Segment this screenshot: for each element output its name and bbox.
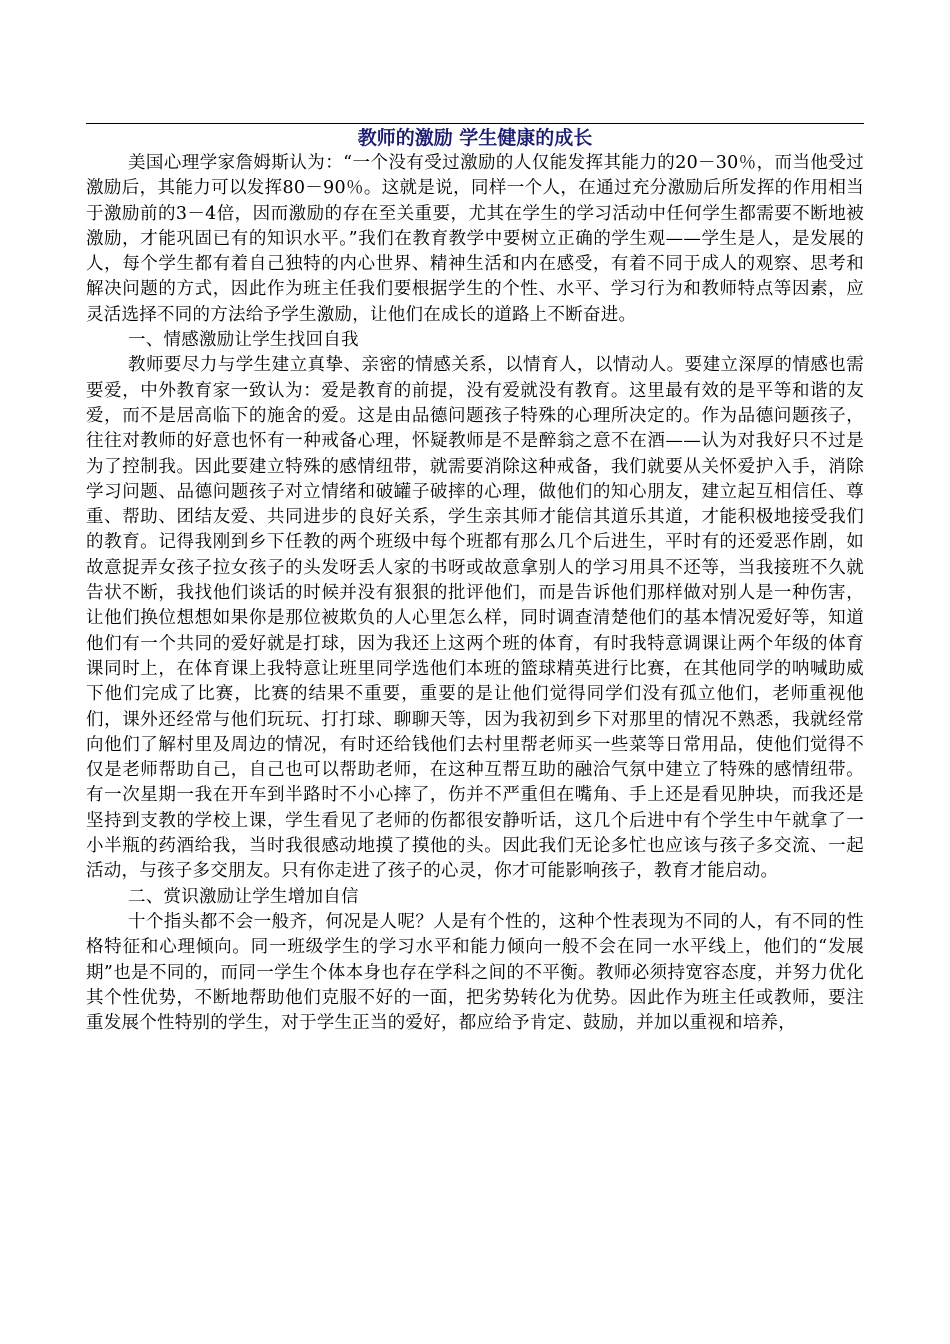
paragraph-emotional-motivation: 教师要尽力与学生建立真挚、亲密的情感关系，以情育人，以情动人。要建立深厚的情感也需要爱，中外教育家一致认为：爱是教育的前提，没有爱就没有教育。这里最有效的是平等和谐的友爱，而不是居高临下的施舍的爱。这是由品德问题孩子特殊的心理所决定的。作为品德问题孩子，往往对教师的好意也怀有一种戒备心理，怀疑教师是不是醉翁之意不在酒——认为对我好只不过是为了控制我。因此要建立特殊的感情纽带，就需要消除这种戒备，我们就要从关怀爱护入手，消除学习问题、品德问题孩子对立情绪和破罐子破摔的心理，做他们的知心朋友，建立起互相信任、尊重、帮助、团结友爱、共同进步的良好关系，学生亲其师才能信其道乐其道，才能积极地接受我们的教育。记得我刚到乡下任教的两个班级中每个班都有那么几个后进生，平时有的还爱恶作剧，如故意捉弄女孩子拉女孩子的头发呀丢人家的书呀或故意拿别人的学习用具不还等，当我接班不久就告状不断，我找他们谈话的时候并没有狠狠的批评他们，而是告诉他们那样做对别人是一种伤害，让他们换位想想如果你是那位被欺负的人心里怎么样，同时调查清楚他们的基本情况爱好等，知道他们有一个共同的爱好就是打球，因为我还上这两个班的体育，有时我特意调课让两个年级的体育课同时上，在体育课上我特意让班里同学选他们本班的篮球精英进行比赛，在其他同学的呐喊助威下他们完成了比赛，比赛的结果不重要，重要的是让他们觉得同学们没有孤立他们，老师重视他们，课外还经常与他们玩玩、打打球、聊聊天等，因为我初到乡下对那里的情况不熟悉，我就经常向他们了解村里及周边的情况，有时还给钱他们去村里帮老师买一些菜等日常用品，使他们觉得不仅是老师帮助自己，自己也可以帮助老师，在这种互帮互助的融洽气氛中建立了特殊的感情纽带。有一次星期一我在开车到半路时不小心摔了，伤并不严重但在嘴角、手上还是看见肿块，而我还是坚持到支教的学校上课，学生看见了老师的伤都很安静听话，这几个后进中有个学生中午就拿了一小半瓶的药酒给我，当时我很感动地摸了摸他的头。因此我们无论多忙也应该与孩子多交流、一起活动，与孩子多交朋友。只有你走进了孩子的心灵，你才可能影响孩子，教育才能启动。 — [86, 355, 864, 882]
section-heading-1: 一、情感激励让学生找回自我 — [128, 330, 359, 351]
document-title: 教师的激励 学生健康的成长 — [357, 127, 593, 149]
paragraph-appreciation-motivation: 十个指头都不会一般齐，何况是人呢？人是有个性的，这种个性表现为不同的人，有不同的性格特征和心理倾向。同一班级学生的学习水平和能力倾向一般不会在同一水平线上，他们的“发展期”也是不同的，而同一学生个体本身也存在学科之间的不平衡。教师必须持宽容态度，并努力优化其个性优势，不断地帮助他们克服不好的一面，把劣势转化为优势。因此作为班主任或教师，要注重发展个性特别的学生，对于学生正当的爱好，都应给予肯定、鼓励，并加以重视和培养， — [86, 911, 864, 1034]
document-body — [86, 151, 864, 1036]
top-rule — [86, 123, 864, 124]
document-page — [86, 0, 864, 1344]
section-heading-2: 二、赏识激励让学生增加自信 — [128, 886, 359, 907]
paragraph-intro: 美国心理学家詹姆斯认为：“一个没有受过激励的人仅能发挥其能力的20－30％，而当他受过激励后，其能力可以发挥80－90％。这就是说，同样一个人，在通过充分激励后所发挥的作用相当于激励前的3－4倍，因而激励的存在至关重要，尤其在学生的学习活动中任何学生都需要不断地被激励，才能巩固已有的知识水平。”我们在教育教学中要树立正确的学生观——学生是人，是发展的人，每个学生都有着自己独特的内心世界、精神生活和内在感受，有着不同于成人的观察、思考和解决问题的方式，因此作为班主任我们要根据学生的个性、水平、学习行为和教师特点等因素，应灵活选择不同的方法给予学生激励，让他们在成长的道路上不断奋进。 — [86, 153, 864, 325]
